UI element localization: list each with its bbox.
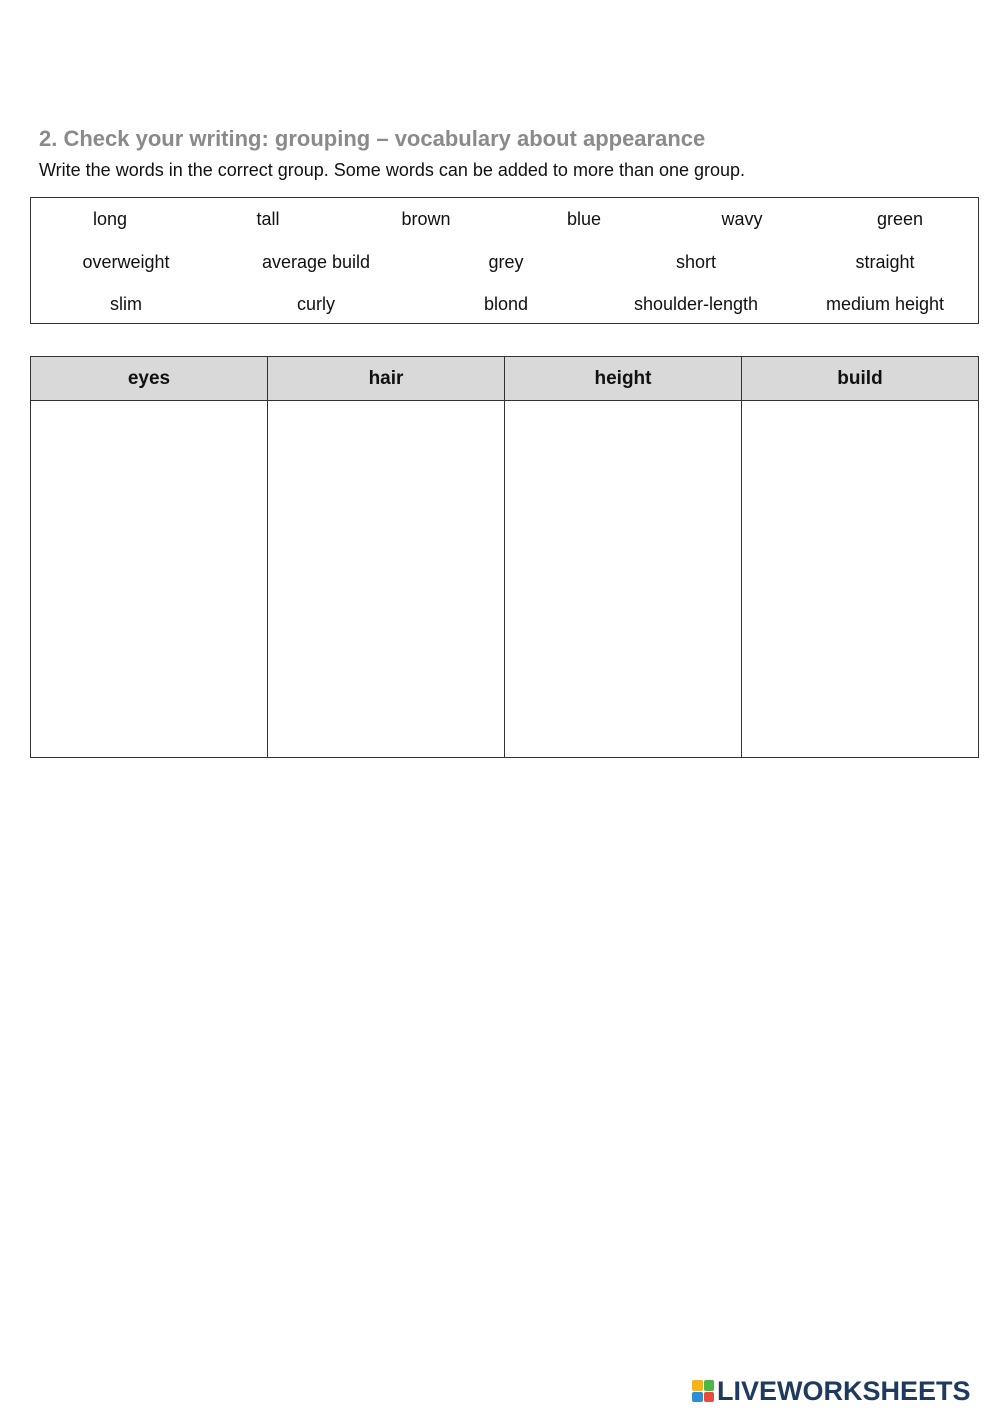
drop-zone-hair[interactable] (268, 401, 505, 758)
word-item[interactable]: short (675, 251, 717, 272)
word-item[interactable]: blue (566, 208, 602, 229)
word-item[interactable]: shoulder-length (633, 293, 759, 314)
word-item[interactable]: blond (483, 293, 529, 314)
word-item[interactable]: grey (488, 251, 524, 272)
exercise-title: 2. Check your writing: grouping – vocabulary about appearance (39, 126, 706, 151)
header-build: build (742, 357, 979, 401)
exercise-instructions: Write the words in the correct group. Some words can be added to more than one group. (39, 160, 746, 180)
word-bank-row (31, 283, 978, 325)
word-item[interactable]: green (876, 208, 924, 229)
word-bank-row (31, 241, 978, 283)
table-row (31, 401, 979, 758)
word-bank-row (31, 198, 978, 240)
table-header-row (31, 357, 979, 401)
liveworksheets-logo (692, 1374, 971, 1408)
word-item[interactable]: overweight (82, 251, 170, 272)
header-hair: hair (268, 357, 505, 401)
drop-zone-build[interactable] (742, 401, 979, 758)
word-item[interactable]: tall (256, 208, 280, 229)
word-item[interactable]: brown (401, 208, 451, 229)
liveworksheets-logo-icon (692, 1380, 714, 1402)
drop-zone-height[interactable] (505, 401, 742, 758)
word-item[interactable]: curly (296, 293, 335, 314)
drop-zone-eyes[interactable] (31, 401, 268, 758)
word-item[interactable]: long (92, 208, 128, 229)
grouping-table (30, 356, 979, 758)
word-item[interactable]: medium height (825, 293, 945, 314)
brand-name: LIVEWORKSHEETS (717, 1375, 971, 1406)
word-item[interactable]: slim (110, 293, 142, 314)
word-bank (30, 197, 979, 324)
word-item[interactable]: straight (855, 251, 915, 272)
header-height: height (505, 357, 742, 401)
word-item[interactable]: average build (261, 251, 371, 272)
header-eyes: eyes (31, 357, 268, 401)
word-item[interactable]: wavy (721, 208, 763, 229)
